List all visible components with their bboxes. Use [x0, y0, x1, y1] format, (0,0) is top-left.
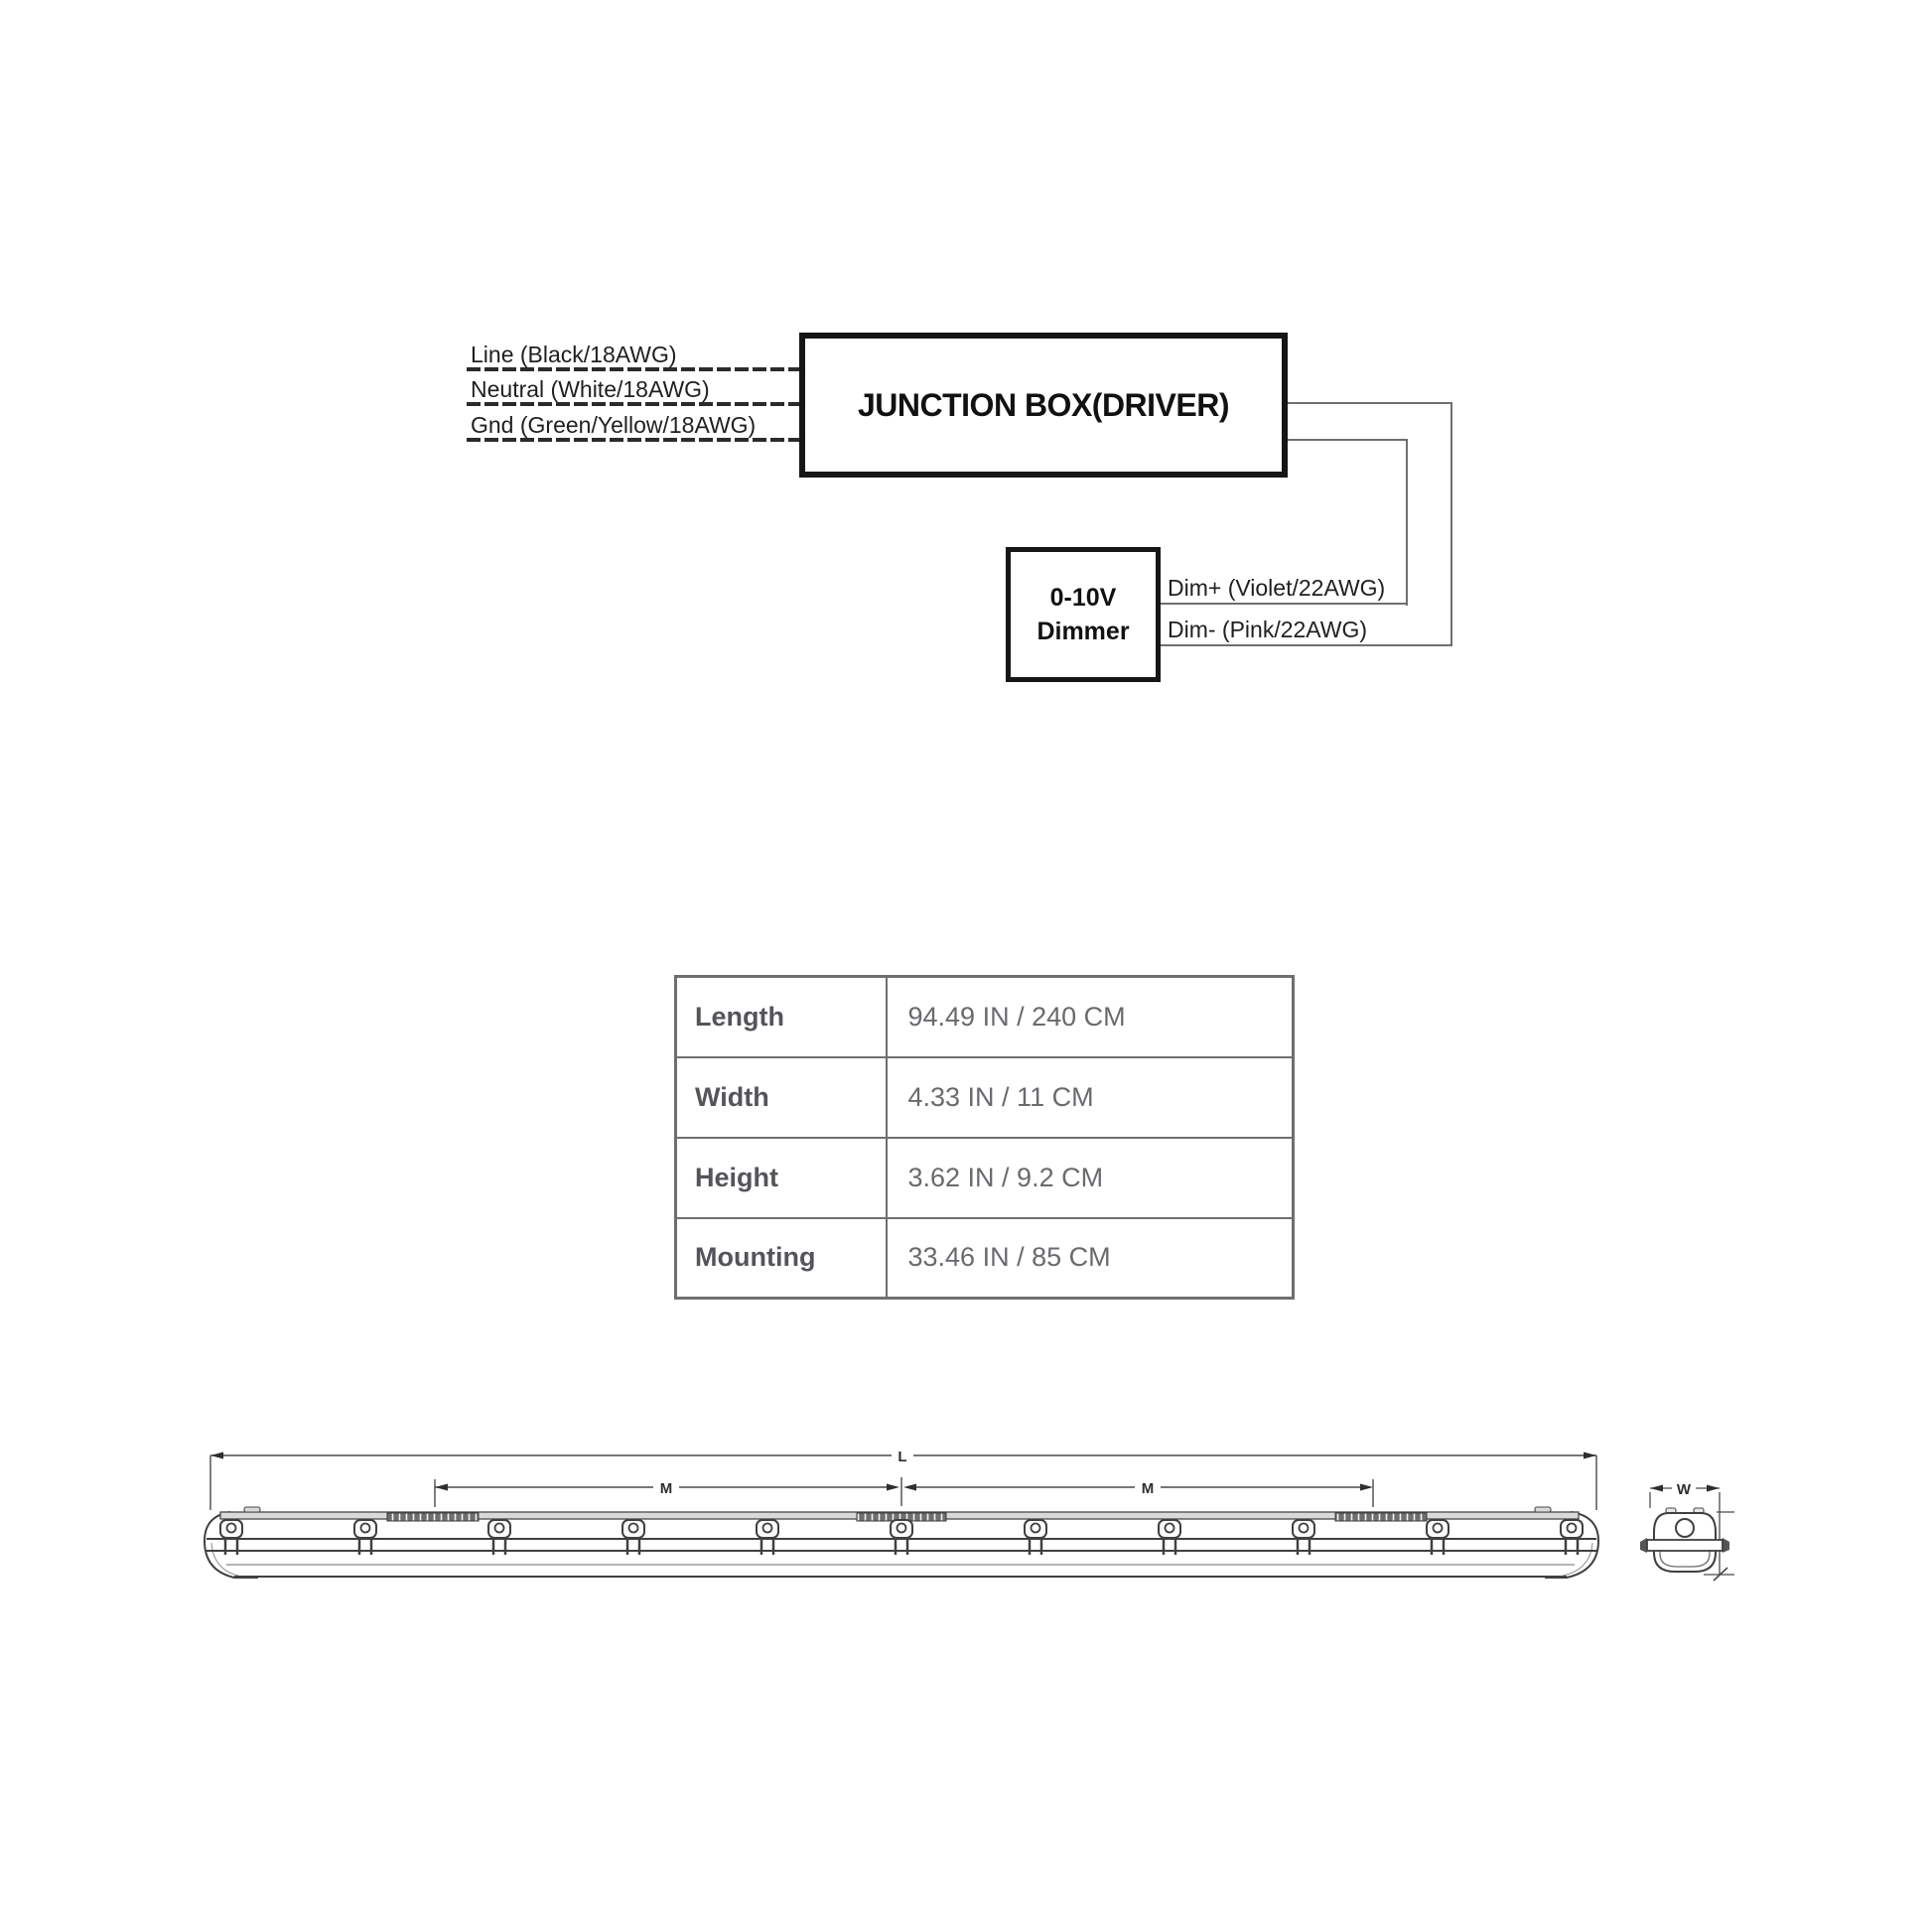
line-wire-label: Line (Black/18AWG) — [471, 342, 677, 367]
neutral-wire — [467, 402, 800, 406]
mounting-clip — [220, 1520, 242, 1555]
mounting-clip — [622, 1520, 644, 1555]
mounting-clip — [354, 1520, 376, 1555]
dimmer-label-line2: Dimmer — [1036, 618, 1130, 645]
dim-plus-wire-segment — [1288, 439, 1408, 441]
wiring-channel-strip — [1335, 1513, 1427, 1521]
top-bump — [244, 1507, 260, 1512]
spec-value-cell: 3.62 IN / 9.2 CM — [887, 1138, 1294, 1218]
dim-plus-wire-segment — [1160, 603, 1408, 605]
dim-minus-wire-segment — [1450, 402, 1452, 646]
junction-box — [799, 333, 1288, 478]
table-row — [676, 1057, 1294, 1138]
length-dimension-label: L — [897, 1449, 907, 1465]
mounting-clips — [220, 1520, 1583, 1555]
mounting-clip — [891, 1520, 912, 1555]
line-wire — [467, 367, 800, 371]
dimmer-label-line1: 0-10V — [1049, 584, 1117, 612]
fixture-side-view — [205, 1507, 1598, 1578]
rail-end-hook — [1723, 1538, 1729, 1553]
arrow-right-icon — [1584, 1452, 1596, 1459]
arrow-left-icon — [1650, 1485, 1663, 1492]
mounting-clip — [488, 1520, 510, 1555]
arrow-right-icon — [1360, 1484, 1373, 1491]
table-row — [676, 1218, 1294, 1299]
mounting-clip — [1159, 1520, 1180, 1555]
spec-label-cell: Height — [676, 1138, 887, 1218]
arrow-left-icon — [210, 1452, 223, 1459]
spec-value-cell: 94.49 IN / 240 CM — [887, 977, 1294, 1057]
mounting-dimension-label-1: M — [659, 1480, 673, 1497]
junction-box-label: JUNCTION BOX(DRIVER) — [857, 386, 1229, 423]
rail-end-hook — [1640, 1538, 1647, 1553]
arrow-left-icon — [903, 1484, 916, 1491]
mounting-clip — [1561, 1520, 1583, 1555]
top-bump — [1535, 1507, 1551, 1512]
mounting-clip — [1293, 1520, 1314, 1555]
dimension-drawing — [189, 1440, 1757, 1608]
spec-value-cell: 4.33 IN / 11 CM — [887, 1057, 1294, 1138]
dim-plus-label: Dim+ (Violet/22AWG) — [1168, 575, 1386, 601]
mounting-clip — [1427, 1520, 1449, 1555]
mounting-clip — [1025, 1520, 1046, 1555]
arrow-right-icon — [1707, 1485, 1720, 1492]
width-dimension-label: W — [1676, 1481, 1692, 1498]
mounting-dimension-line — [435, 1477, 1373, 1507]
dim-minus-wire-segment — [1160, 644, 1452, 646]
mounting-clip — [757, 1520, 778, 1555]
spec-label-cell: Mounting — [676, 1218, 887, 1299]
dimmer-box — [1006, 547, 1161, 682]
spec-label-cell: Length — [676, 977, 887, 1057]
gnd-wire — [467, 438, 800, 442]
wiring-channel-strip — [387, 1513, 479, 1521]
mounting-dimension-label-2: M — [1141, 1480, 1155, 1497]
spec-table — [674, 975, 1295, 1300]
gnd-wire-label: Gnd (Green/Yellow/18AWG) — [471, 412, 757, 438]
end-view-rail — [1647, 1540, 1723, 1551]
dim-minus-label: Dim- (Pink/22AWG) — [1168, 617, 1368, 642]
arrow-right-icon — [887, 1484, 899, 1491]
arrow-left-icon — [435, 1484, 448, 1491]
spec-value-cell: 33.46 IN / 85 CM — [887, 1218, 1294, 1299]
spec-label-cell: Width — [676, 1057, 887, 1138]
table-row — [676, 1138, 1294, 1218]
dim-plus-wire-segment — [1406, 439, 1408, 606]
end-view-knockout-circle — [1676, 1519, 1694, 1537]
dim-minus-wire-segment — [1288, 402, 1452, 404]
table-row — [676, 977, 1294, 1057]
neutral-wire-label: Neutral (White/18AWG) — [471, 376, 710, 402]
fixture-end-view — [1640, 1481, 1734, 1581]
